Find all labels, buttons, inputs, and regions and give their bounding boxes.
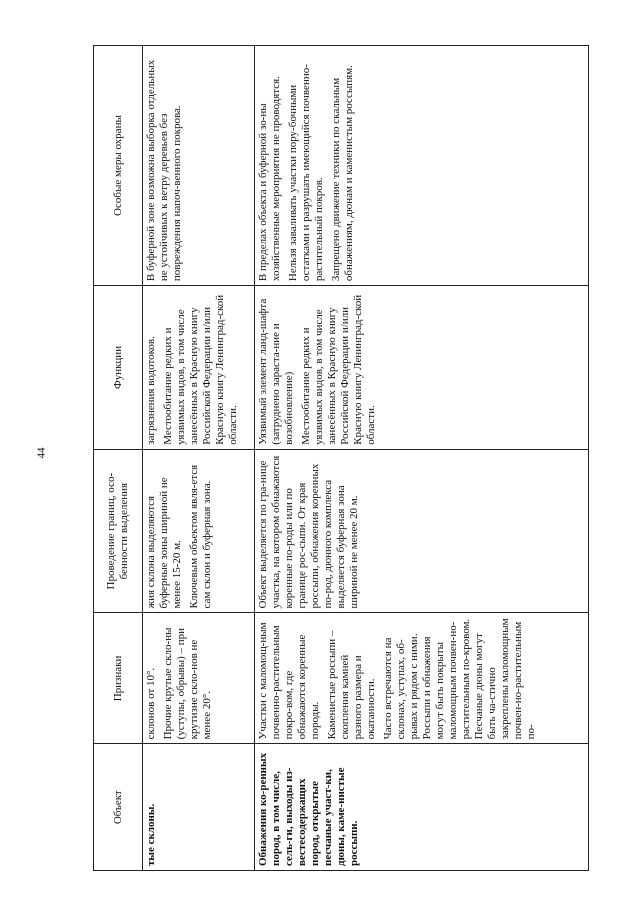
measures-text: В буферной зоне возможна выборка отдельных не устойчивых к ветру деревьев без повреждения напоч-венного покрова. [145,59,183,282]
cell-borders [143,449,255,613]
signs-text: склонов от 10°. [145,667,157,740]
cell-functions [143,286,255,450]
measures-text: В пределах объекта и буферной зо-ны хозяйственные мероприятия не проводятся. [257,76,282,282]
cell-signs [143,613,255,744]
functions-text: загрязнения водотоков. [145,336,157,445]
signs-text: Прочие крутые скло-ны (уступы, обрывы) – при крутизне скло-нов не менее 20°. [162,627,213,740]
measures-text: Запрещено движение техники по скальным обнажениям, дюнам и каменистым россыпям. [330,65,355,282]
cell-object [255,744,589,871]
cell-borders [255,449,589,613]
header-object: Объект [94,744,143,871]
header-measures: Особые меры охраны [94,46,143,286]
header-borders: Проведение границ, осо-бенности выделения [94,449,143,613]
functions-text: Местообитание редких и уязвимых видов, в том числе занесённых в Красную книгу Российской Федерации и/или Красную книгу Ленинград-ской области. [300,294,377,445]
protection-measures-table [93,45,589,871]
borders-text: Объект выделяется по гра-нице участка, на котором обнажаются коренные по-роды или по границе рос-сыпи. От края россыпи, обнажения коренных по-род, дюнного комплекса выделяется буферная зона шириной не менее 20 м. [257,455,360,609]
header-functions: Функции [94,286,143,450]
page-number: 44 [35,447,48,459]
header-signs: Признаки [94,613,143,744]
table-row [255,46,589,871]
table-header-row [94,46,143,871]
cell-functions [255,286,589,450]
table-row [143,46,255,871]
object-text: тые склоны. [145,803,157,866]
cell-measures [255,46,589,286]
cell-measures [143,46,255,286]
signs-text: Часто встречаются на склонах, уступах, об-рывах и рядом с ними. Россыпи и обнажения могут быть покрыты маломощным почвен-но-растительным по-кровом. Песчаные дюны могут быть ча-стично закреплены маломощным почвен-но-растительным по- [382,618,537,740]
rotated-table-container [93,45,589,871]
functions-text: Уязвимый элемент ланд-шафта (затруднено зараста-ние и возобновление) [257,298,295,445]
object-text: Обнажения ко-ренных пород, в том числе, сель-ги, выходы из-вестесодержащих пород, открытые песчаные участ-ки, дюны, каме-нистые россыпи. [257,752,360,866]
borders-text: Ключевым объектом явля-ется сам склон и буферная зона. [188,464,213,609]
borders-text: жия склона выделяются буферные зоны шириной не менее 15-20 м. [145,477,183,609]
measures-text: Нельзя заваливать участки пору-бочными остатками и разрушать имеющийся почвенно-растительный покров. [287,64,325,282]
cell-object [143,744,255,871]
functions-text: Местообитание редких и уязвимых видов, в том числе занесённых в Красную книгу Российской Федерации и/или Красную книгу Ленинград-ской области. [162,294,239,445]
cell-signs [255,613,589,744]
signs-text: Каменистые россыпи – скопления камней разного размера и окатанности. [326,630,377,740]
signs-text: Участки с маломощ-ным почвенно-растительным покро-вом, где обнажаются коренные породы. [257,622,321,740]
